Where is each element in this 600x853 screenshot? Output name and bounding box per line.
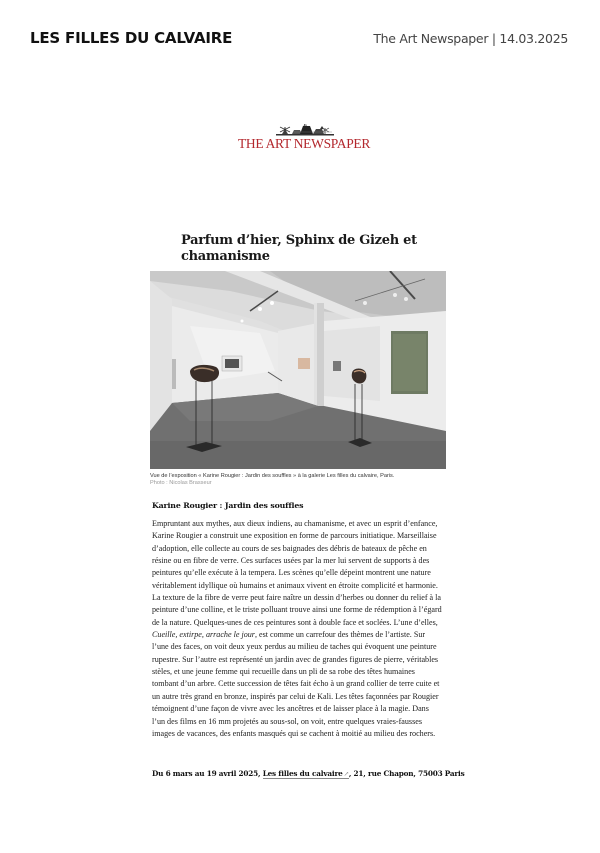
source-and-date: The Art Newspaper | 14.03.2025 — [373, 31, 568, 46]
artwork-title: Cueille, extirpe, arrache le jour — [152, 630, 255, 640]
article-body — [152, 518, 442, 740]
article-subheading: Karine Rougier : Jardin des souffles — [152, 501, 304, 510]
article-title: Parfum d’hier, Sphinx de Gizeh et chamanisme — [181, 233, 417, 264]
gallery-address: , 21, rue Chapon, 75003 Paris — [348, 769, 465, 778]
gallery-link[interactable] — [263, 769, 349, 779]
exhibition-info — [152, 769, 465, 778]
logo-text: THE ART NEWSPAPER — [237, 136, 371, 151]
body-text-part1: Empruntant aux mythes, aux dieux indiens, au chamanisme, et avec un esprit d’enfance, Karine Rougier a construit une exposition en forme de parcours initiatique. Marseillaise d’adoption, elle collecte au cours de ses baignades des débris de bateaux de pêche en résine ou en fibre de verre. Ces surfaces usées par la mer lui servent de supports à des peintures qu’elle exécute à la tempera. Les scènes qu’elle dépeint montrent une nature véritablement idyllique où humains et animaux vivent en étroite complicité et harmonie. La texture de la fibre de verre peut faire naître un dessin d’herbes ou donner du relief à la peinture d’une colline, et le triste polluant trouve ainsi une forme de rédemption à l’égard de la nature. Quelques-unes de ces peintures sont à double face et soclées. L’une d’elles, — [152, 519, 442, 627]
photo-caption — [150, 473, 450, 487]
external-link-icon: ↗ — [343, 770, 349, 778]
gallery-name: LES FILLES DU CALVAIRE — [30, 29, 233, 47]
publication-logo — [236, 124, 372, 152]
photo-credit: Photo : Nicolas Brasseur — [150, 480, 212, 486]
gallery-link-label[interactable]: Les filles du calvaire — [262, 769, 343, 778]
exhibition-photo — [150, 271, 446, 469]
caption-text: Vue de l’exposition « Karine Rougier : Jardin des souffles » à la galerie Les filles du calvaire, Paris. — [150, 473, 395, 479]
body-text-part2: , est comme un carrefour des thèmes de l’artiste. Sur l’une des faces, on voit deux yeux perdus au milieu de taches qui évoquent une peinture rupestre. Sur l’autre est représenté un jardin avec de grandes figures de pierre, véritables stèles, et une jeune femme qui recueille dans un pli de sa robe des têtes humaines tombant d’un arbre. Cette succession de têtes fait écho à un grand collier de terre cuite et un autre très grand en bronze, inspirés par celui de Kali. Les têtes façonnées par Rougier témoignent d’une façon de vivre avec les ancêtres et de laisser place à la magie. Dans l’un des films en 16 mm projetés au sous-sol, on voit, entre quelques vraies-fausses images de vacances, des enfants masqués qui se cachent à moitié au milieu des rochers. — [152, 630, 440, 738]
exhibition-dates: Du 6 mars au 19 avril 2025, — [152, 769, 263, 778]
